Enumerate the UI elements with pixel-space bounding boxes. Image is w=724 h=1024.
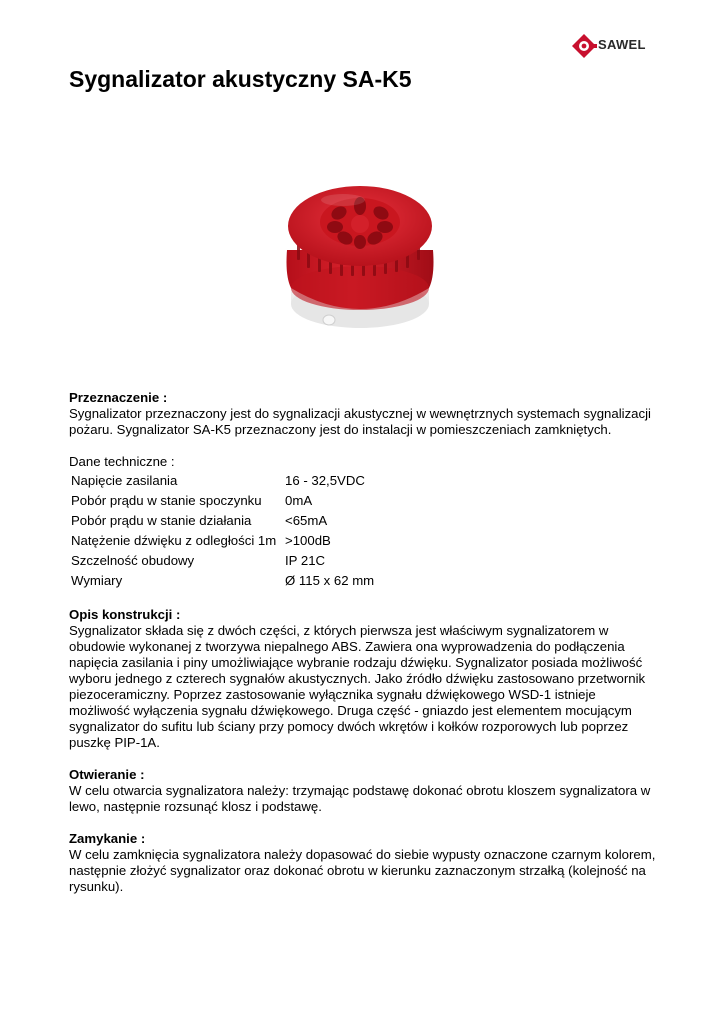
spec-label: Wymiary <box>71 573 123 588</box>
specs-heading: Dane techniczne : <box>69 454 175 469</box>
spec-label: Szczelność obudowy <box>71 553 195 568</box>
purpose-heading: Przeznaczenie : <box>69 390 168 405</box>
spec-value: Ø 115 x 62 mm <box>285 573 375 588</box>
spec-value: 0mA <box>285 493 313 508</box>
content <box>69 390 659 911</box>
spec-label: Pobór prądu w stanie działania <box>71 513 252 528</box>
sawel-logo <box>572 32 672 60</box>
opening-heading: Otwieranie : <box>69 767 145 782</box>
table-row <box>69 491 376 511</box>
spec-value: 16 - 32,5VDC <box>285 473 365 488</box>
spec-label: Natężenie dźwięku z odległości 1m <box>71 533 277 548</box>
specs-section <box>69 454 659 591</box>
spec-value: >100dB <box>285 533 331 548</box>
sawel-logo-text: SAWEL <box>598 37 646 52</box>
spec-value: <65mA <box>285 513 328 528</box>
page-title: Sygnalizator akustyczny SA-K5 <box>69 66 412 92</box>
specs-table <box>69 471 376 591</box>
spec-label: Pobór prądu w stanie spoczynku <box>71 493 262 508</box>
spec-label: Napięcie zasilania <box>71 473 178 488</box>
closing-heading: Zamykanie : <box>69 831 146 846</box>
construction-heading: Opis konstrukcji : <box>69 607 181 622</box>
opening-section <box>69 767 659 815</box>
table-row <box>69 571 376 591</box>
closing-text: W celu zamknięcia sygnalizatora należy dopasować do siebie wypusty oznaczone czarnym kolorem, następnie złożyć sygnalizator oraz dokonać obrotu w kierunku zaznaczonym strzałką (kolejność na rysunku). <box>69 847 656 894</box>
table-row <box>69 471 376 491</box>
closing-section <box>69 831 659 895</box>
product-image <box>273 180 447 340</box>
purpose-text: Sygnalizator przeznaczony jest do sygnalizacji akustycznej w wewnętrznych systemach sygnalizacji pożaru. Sygnalizator SA-K5 przeznaczony jest do instalacji w pomieszczeniach zamkniętych. <box>69 406 651 437</box>
construction-text: Sygnalizator składa się z dwóch części, z których pierwsza jest właściwym sygnalizatorem w obudowie wykonanej z tworzywa niepalnego ABS. Zawiera ona wyprowadzenia do podłączenia napięcia zasilania i piny umożliwiające wybranie rodzaju dźwięku. Sygnalizator posiada możliwość wyboru jednego z czterech sygnałów akustycznych. Jako źródło dźwięku zastosowano przetwornik piezoceramiczny. Poprzez zastosowanie wyłącznika sygnału dźwiękowego WSD-1 istnieje możliwość wyłączenia sygnału dźwiękowego. Druga część - gniazdo jest elementem mocującym sygnalizator do sufitu lub ściany przy pomocy dwóch wkrętów i kołków rozporowych lub poprzez puszkę PIP-1A. <box>69 623 646 750</box>
table-row <box>69 531 376 551</box>
table-row <box>69 511 376 531</box>
purpose-section <box>69 390 659 438</box>
spec-value: IP 21C <box>285 553 326 568</box>
siren-device-icon <box>273 180 447 340</box>
construction-section <box>69 607 659 751</box>
opening-text: W celu otwarcia sygnalizatora należy: trzymając podstawę dokonać obrotu kloszem sygnalizatora w lewo, następnie rozsunąć klosz i podstawę. <box>69 783 651 814</box>
table-row <box>69 551 376 571</box>
